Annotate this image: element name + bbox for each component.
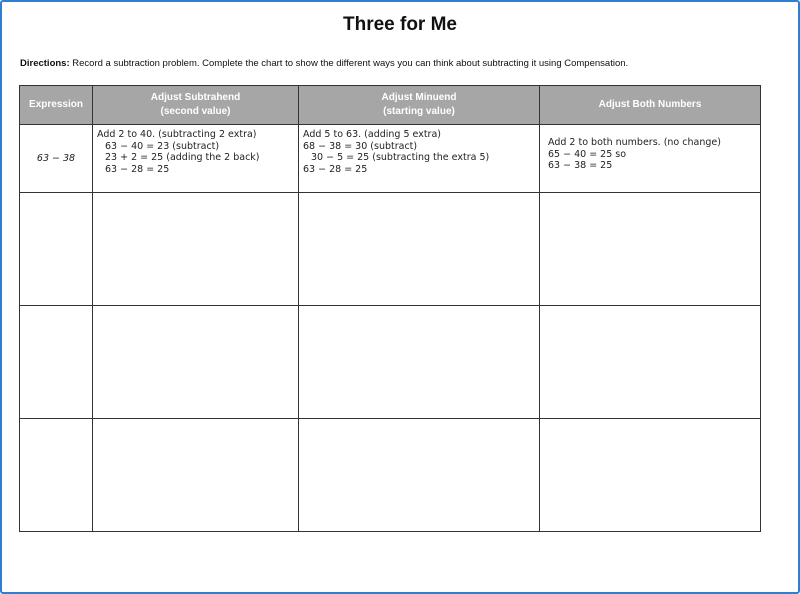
table-row-blank (20, 193, 761, 306)
cell-adjust-subtrahend-blank[interactable] (93, 419, 299, 532)
minuend-line: 30 − 5 = 25 (subtracting the extra 5) (311, 152, 490, 163)
header-adjust-subtrahend (93, 86, 299, 125)
cell-expression-blank[interactable] (20, 193, 93, 306)
cell-adjust-both[interactable] (540, 125, 761, 193)
table-row-blank (20, 419, 761, 532)
cell-expression-blank[interactable] (20, 306, 93, 419)
both-line: 63 − 38 = 25 (548, 160, 613, 171)
header-adjust-both (540, 86, 761, 125)
directions-text: Record a subtraction problem. Complete the chart to show the different ways you can think about subtracting it using Compensation. (69, 58, 629, 69)
worksheet-title: Three for Me (342, 14, 458, 35)
minuend-line: 63 − 28 = 25 (303, 163, 368, 175)
table-row-blank (20, 306, 761, 419)
cell-adjust-subtrahend-blank[interactable] (93, 306, 299, 419)
cell-adjust-minuend[interactable] (299, 125, 540, 193)
header-expression-label: Expression (29, 99, 83, 110)
directions-label: Directions: (20, 58, 70, 69)
directions (20, 58, 780, 69)
cell-adjust-both-blank[interactable] (540, 419, 761, 532)
cell-adjust-subtrahend-blank[interactable] (93, 193, 299, 306)
cell-adjust-subtrahend[interactable] (93, 125, 299, 193)
header-adjust-minuend (299, 86, 540, 125)
cell-adjust-minuend-blank[interactable] (299, 306, 540, 419)
subtrahend-line: 63 − 40 = 23 (subtract) (105, 140, 220, 152)
subtrahend-line: Add 2 to 40. (subtracting 2 extra) (97, 129, 257, 140)
cell-adjust-both-blank[interactable] (540, 306, 761, 419)
compensation-chart (19, 85, 761, 532)
cell-expression[interactable]: 63 − 38 (20, 125, 93, 193)
header-adjust-minuend-label: Adjust Minuend (381, 92, 457, 103)
header-adjust-minuend-sub: (starting value) (383, 106, 455, 117)
cell-adjust-minuend-blank[interactable] (299, 419, 540, 532)
header-adjust-subtrahend-label: Adjust Subtrahend (150, 92, 241, 103)
both-line: Add 2 to both numbers. (no change) (548, 137, 721, 148)
subtrahend-line: 23 + 2 = 25 (adding the 2 back) (105, 152, 260, 163)
header-adjust-subtrahend-sub: (second value) (160, 106, 231, 117)
header-expression (20, 86, 93, 125)
both-line: 65 − 40 = 25 so (548, 148, 627, 160)
subtrahend-line: 63 − 28 = 25 (105, 163, 170, 175)
header-adjust-both-label: Adjust Both Numbers (598, 99, 702, 110)
table-row-example (20, 125, 761, 193)
cell-adjust-minuend-blank[interactable] (299, 193, 540, 306)
cell-adjust-both-blank[interactable] (540, 193, 761, 306)
minuend-line: 68 − 38 = 30 (subtract) (303, 140, 418, 152)
cell-expression-blank[interactable] (20, 419, 93, 532)
header-row (20, 86, 761, 125)
minuend-line: Add 5 to 63. (adding 5 extra) (303, 129, 441, 140)
